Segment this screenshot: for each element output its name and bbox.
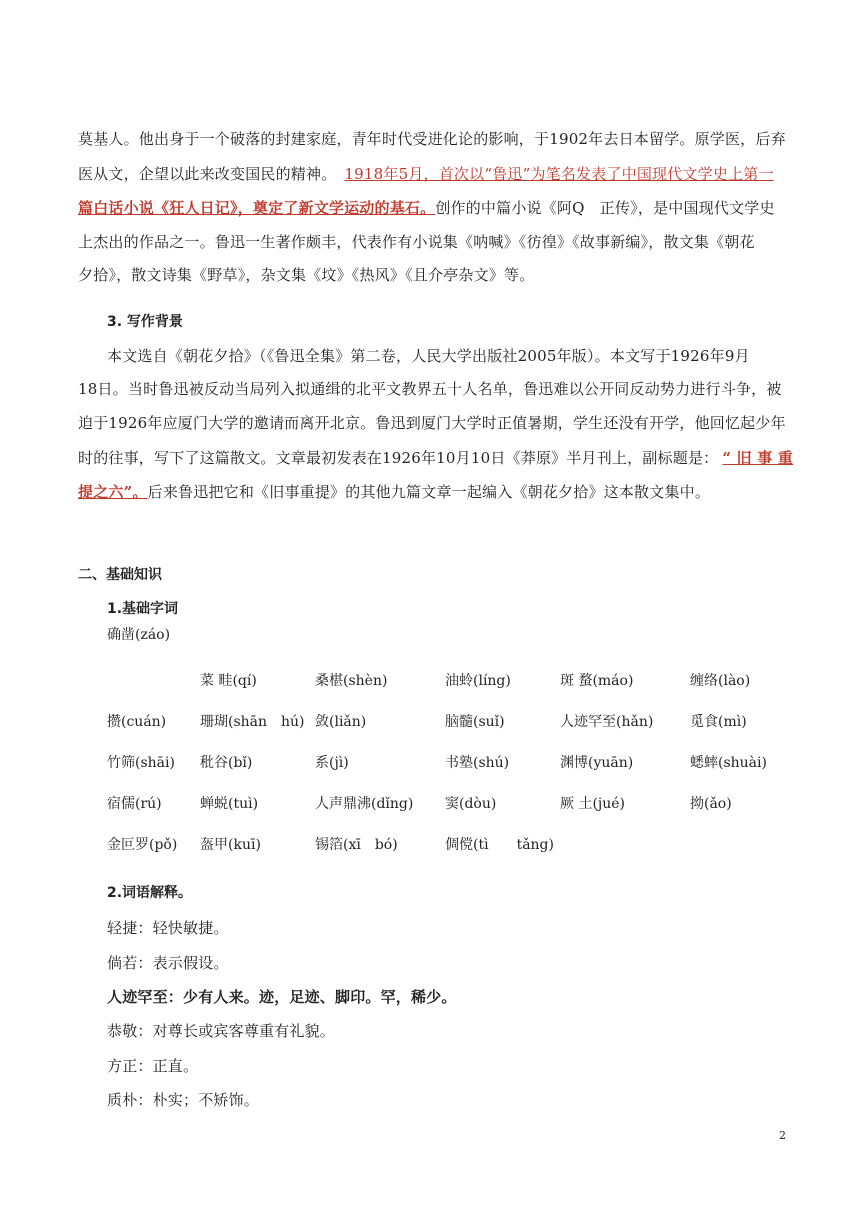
word-cell: 秕谷(bǐ) bbox=[200, 755, 253, 771]
word-cell: 书塾(shú) bbox=[445, 755, 510, 771]
word-cell: 斑 蝥(máo) bbox=[560, 673, 634, 689]
page-number: 2 bbox=[779, 1129, 786, 1142]
intro-line-2 bbox=[78, 163, 774, 184]
intro-line-2-text: 医从文，企望以此来改变国民的精神。 bbox=[78, 165, 337, 183]
word-cell: 蟋蟀(shuài) bbox=[690, 755, 767, 771]
background-line-5 bbox=[78, 481, 710, 502]
background-line-3: 迫于1926年应厦门大学的邀请而离开北京。鲁迅到厦门大学时正值暑期，学生还没有开学，他回忆起少年 bbox=[78, 414, 786, 432]
word-cell: 人声鼎沸(dǐng) bbox=[315, 796, 414, 812]
word-cell: 人迹罕至(hǎn) bbox=[560, 714, 654, 730]
intro-line-5: 夕拾》，散文诗集《野草》，杂文集《坟》《热风》《且介亭杂文》等。 bbox=[78, 266, 535, 284]
definition-5: 方正：正直。 bbox=[107, 1057, 199, 1075]
background-line-1: 本文选自《朝花夕拾》（《鲁迅全集》第二卷，人民大学出版社2005年版）。本文写于1926年9月 bbox=[107, 347, 750, 365]
word-cell: 桑椹(shèn) bbox=[315, 673, 388, 689]
definition-4: 恭敬：对尊长或宾客尊重有礼貌。 bbox=[107, 1022, 336, 1040]
definition-6: 质朴：朴实；不矫饰。 bbox=[107, 1091, 260, 1109]
word-cell: 倜傥(tì tǎng) bbox=[445, 837, 554, 853]
word-cell: 竹筛(shāi) bbox=[107, 755, 175, 771]
intro-highlight-2: 篇白话小说《狂人日记》，奠定了新文学运动的基石。 bbox=[78, 199, 436, 217]
background-highlight-2: 提之六”。 bbox=[78, 483, 148, 501]
word-cell: 缠络(lào) bbox=[690, 673, 751, 689]
intro-line-3 bbox=[78, 197, 775, 218]
background-line-2: 18日。当时鲁迅被反动当局列入拟通缉的北平文教界五十人名单，鲁迅难以公开同反动势力进行斗争，被 bbox=[78, 380, 782, 398]
word-cell: 敛(liǎn) bbox=[315, 714, 367, 730]
word-cell: 盔甲(kuī) bbox=[200, 837, 261, 853]
background-heading: 3. 写作背景 bbox=[107, 314, 183, 330]
section-2-heading: 二、基础知识 bbox=[78, 567, 162, 583]
word-cell: 窦(dòu) bbox=[445, 796, 497, 812]
word-cell: 珊瑚(shān hú) bbox=[200, 714, 305, 730]
word-first: 确凿(záo) bbox=[107, 627, 171, 643]
word-cell: 脑髓(suǐ) bbox=[445, 714, 505, 730]
background-line-4-text: 时的往事，写下了这篇散文。文章最初发表在1926年10月10日《莽原》半月刊上，副标题是： bbox=[78, 449, 719, 467]
word-cell: 渊博(yuān) bbox=[560, 755, 634, 771]
definition-2: 倘若：表示假设。 bbox=[107, 954, 229, 972]
intro-line-3-text: 创作的中篇小说《阿Q 正传》，是中国现代文学史 bbox=[435, 199, 775, 217]
definition-1: 轻捷：轻快敏捷。 bbox=[107, 919, 229, 937]
words-subheading: 1.基础字词 bbox=[107, 601, 179, 617]
word-cell: 油蛉(líng) bbox=[445, 673, 511, 689]
intro-line-1: 莫基人。他出身于一个破落的封建家庭，青年时代受进化论的影响，于1902年去日本留学。原学医，后弃 bbox=[78, 130, 786, 148]
intro-line-4: 上杰出的作品之一。鲁迅一生著作颇丰，代表作有小说集《呐喊》《彷徨》《故事新编》，散文集《朝花 bbox=[78, 233, 755, 251]
word-cell: 攒(cuán) bbox=[107, 714, 167, 730]
word-cell: 拗(ǎo) bbox=[690, 796, 732, 812]
word-cell: 金叵罗(pǒ) bbox=[107, 837, 178, 853]
word-cell: 蝉蜕(tuì) bbox=[200, 796, 259, 812]
word-cell: 觅食(mì) bbox=[690, 714, 747, 730]
word-cell: 菜 畦(qí) bbox=[200, 673, 257, 689]
word-cell: 宿儒(rú) bbox=[107, 796, 162, 812]
definition-3: 人迹罕至：少有人来。迹，足迹、脚印。罕，稀少。 bbox=[107, 988, 457, 1006]
background-line-5-text: 后来鲁迅把它和《旧事重提》的其他九篇文章一起编入《朝花夕拾》这本散文集中。 bbox=[147, 483, 711, 501]
intro-highlight-1: 1918年5月，首次以“鲁迅”为笔名发表了中国现代文学史上第一 bbox=[344, 165, 774, 183]
word-cell: 厥 土(jué) bbox=[560, 796, 626, 812]
background-line-4 bbox=[78, 447, 793, 468]
definitions-subheading: 2.词语解释。 bbox=[107, 885, 193, 901]
word-cell: 系(jì) bbox=[315, 755, 349, 771]
background-highlight-1: “ 旧 事 重 bbox=[722, 449, 794, 467]
word-cell: 锡箔(xī bó) bbox=[315, 837, 398, 853]
